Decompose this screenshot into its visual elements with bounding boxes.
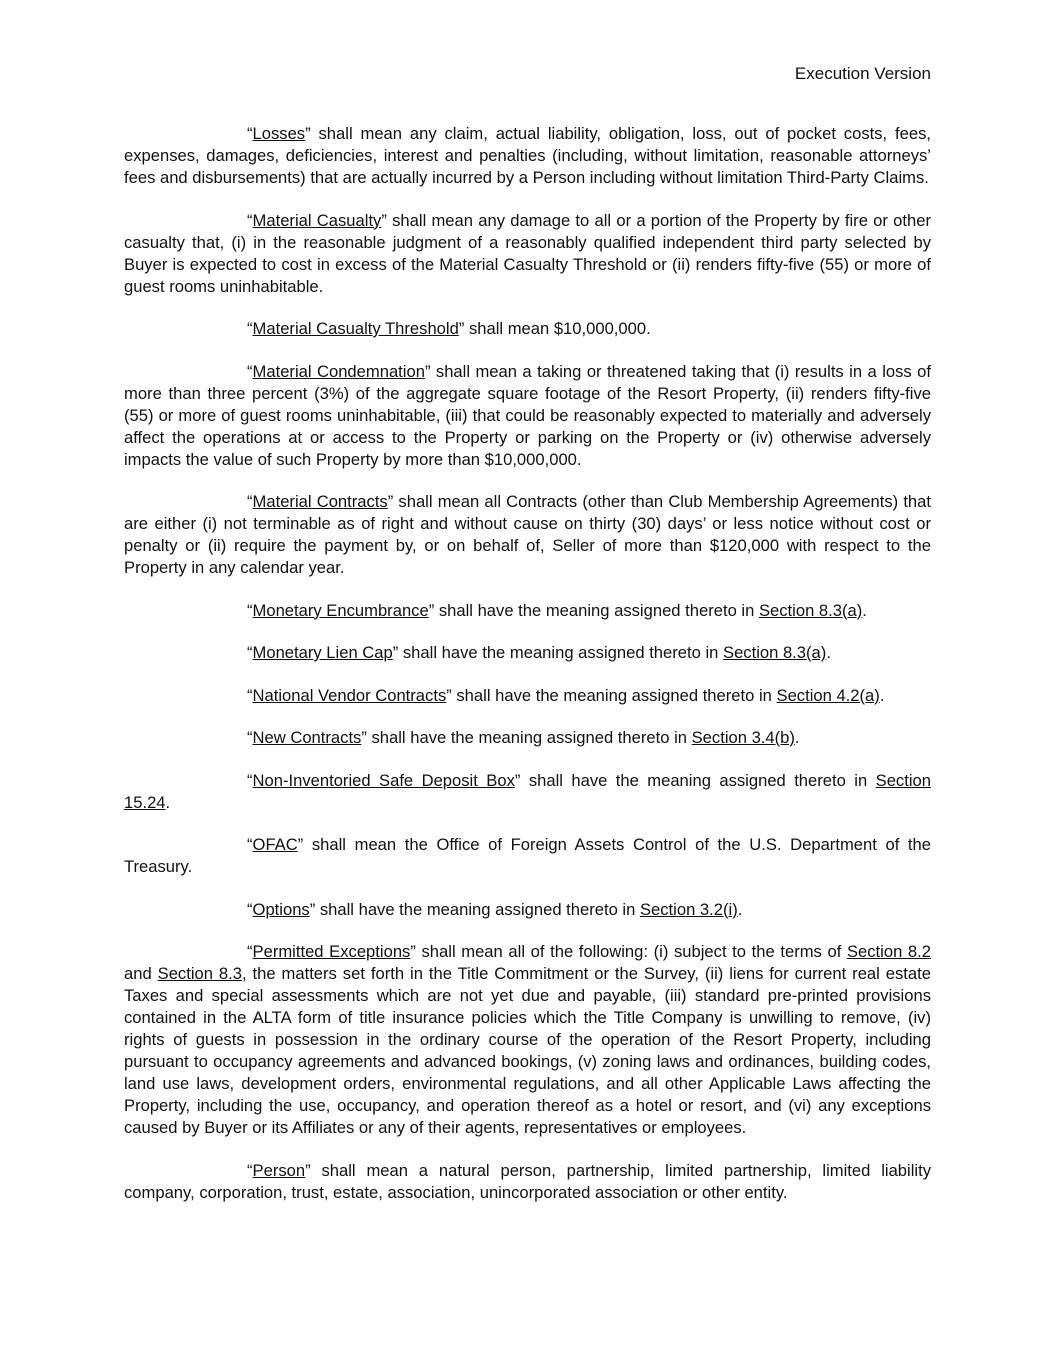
definition-text: ” shall have the meaning assigned thereto in [361,728,692,747]
definition-text: ” shall have the meaning assigned thereto in [309,899,640,919]
defined-term: Non-Inventoried Safe Deposit Box [252,770,515,790]
definition-material-casualty-threshold: “Material Casualty Threshold” shall mean $10,000,000. [247,319,651,338]
defined-term: Material Condemnation [252,361,425,381]
defined-term: New Contracts [252,728,362,747]
definition-ofac: “OFAC” shall mean the Office of Foreign Assets Control of the U.S. Department of the Treasury. [124,835,931,876]
definition-options: “Options” shall have the meaning assigned thereto in Section 3.2(i). [247,899,743,919]
definition-non-inventoried-safe-deposit-box: “Non-Inventoried Safe Deposit Box” shall have the meaning assigned thereto in Section 15.24. [124,770,931,812]
defined-term: Person [252,1160,306,1180]
definition-text: ” shall have the meaning assigned thereto in [428,600,759,620]
definition-monetary-encumbrance: “Monetary Encumbrance” shall have the meaning assigned thereto in Section 8.3(a). [247,600,867,620]
section-reference: Section 15.24 [124,770,931,812]
defined-term: Material Contracts [252,492,388,511]
definition-person: “Person” shall mean a natural person, partnership, limited partnership, limited liability company, corporation, trust, estate, association, unincorporated association or other entity. [124,1160,931,1202]
section-reference: Section 8.3(a) [758,600,863,620]
defined-term: Permitted Exceptions [252,942,411,961]
section-reference: Section 4.2(a) [776,685,880,705]
defined-term: Losses [252,124,306,143]
section-reference: Section 3.2(i) [639,899,738,919]
definition-text: ” shall have the meaning assigned thereto in [446,685,777,705]
section-reference: Section 8.2 [846,942,931,961]
defined-term: Material Casualty [252,210,382,230]
definition-text: ” shall have the meaning assigned thereto in [392,643,723,662]
section-reference: Section 8.3 [157,964,242,983]
defined-term: Monetary Encumbrance [252,600,429,620]
definition-text: ” shall mean any damage to all or a portion of the Property by fire or other casualty that, (i) in the reasonable judgment of a reasonably qualified independent third party selected by Buyer is expected to cost in excess of the Material Casualty Threshold or (ii) renders fifty-five (55) or more of guest rooms uninhabitable. [124,210,931,296]
definition-permitted-exceptions: “Permitted Exceptions” shall mean all of the following: (i) subject to the terms of Section 8.2 and Section 8.3, the matters set forth in the Title Commitment or the Survey, (ii) liens for current real estate Taxes and special assessments which are not yet due and payable, (iii) standard pre-printed provisions contained in the ALTA form of title insurance policies which the Title Company is unwilling to remove, (iv) rights of guests in possession in the ordinary course of the operation of the Resort Property, including pursuant to occupancy agreements and advanced bookings, (v) zoning laws and ordinances, building codes, land use laws, development orders, environmental regulations, and all other Applicable Laws affecting the Property, including the use, occupancy, and operation thereof as a hotel or resort, and (vi) any exceptions caused by Buyer or its Affiliates or any of their agents, representatives or employees. [124,942,931,1137]
defined-term: Material Casualty Threshold [252,319,459,338]
definition-text: ” shall have the meaning assigned thereto in [514,770,876,790]
defined-term: OFAC [252,835,298,854]
definitions-body [124,123,931,1224]
defined-term: Options [252,899,310,919]
definition-material-casualty: “Material Casualty” shall mean any damage to all or a portion of the Property by fire or other casualty that, (i) in the reasonable judgment of a reasonably qualified independent third party selected by Buyer is expected to cost in excess of the Material Casualty Threshold or (ii) renders fifty-five (55) or more of guest rooms uninhabitable. [124,210,931,296]
definition-text: ” shall mean a taking or threatened taking that (i) results in a loss of more than three percent (3%) of the aggregate square footage of the Resort Property, (ii) renders fifty-five (55) or more of guest rooms uninhabitable, (iii) that could be reasonably expected to materially and adversely affect the operations at or access to the Property or parking on the Property or (iv) otherwise adversely impacts the value of such Property by more than $10,000,000. [124,361,931,469]
section-reference: Section 8.3(a) [723,643,827,662]
definition-text: ” shall mean a natural person, partnership, limited partnership, limited liability company, corporation, trust, estate, association, unincorporated association or other entity. [124,1160,931,1202]
definition-text: ” shall mean any claim, actual liability, obligation, loss, out of pocket costs, fees, expenses, damages, deficiencies, interest and penalties (including, without limitation, reasonable attorneys’ fees and disbursements) that are actually incurred by a Person including without limitation Third-Party Claims. [124,124,931,187]
definition-national-vendor-contracts: “National Vendor Contracts” shall have the meaning assigned thereto in Section 4.2(a). [247,685,885,705]
defined-term: National Vendor Contracts [252,685,447,705]
definition-losses: “Losses” shall mean any claim, actual liability, obligation, loss, out of pocket costs, fees, expenses, damages, deficiencies, interest and penalties (including, without limitation, reasonable attorneys’ fees and disbursements) that are actually incurred by a Person including without limitation Third-Party Claims. [124,124,931,187]
definition-text: ” shall mean all of the following: (i) subject to the terms of [410,942,847,961]
definition-monetary-lien-cap: “Monetary Lien Cap” shall have the meaning assigned thereto in Section 8.3(a). [247,643,831,662]
defined-term: Monetary Lien Cap [252,643,393,662]
definition-text: ” shall mean the Office of Foreign Assets Control of the U.S. Department of the Treasury. [124,835,931,876]
definition-new-contracts: “New Contracts” shall have the meaning assigned thereto in Section 3.4(b). [247,728,800,747]
definition-material-condemnation: “Material Condemnation” shall mean a taking or threatened taking that (i) results in a loss of more than three percent (3%) of the aggregate square footage of the Resort Property, (ii) renders fifty-five (55) or more of guest rooms uninhabitable, (iii) that could be reasonably expected to materially and adversely affect the operations at or access to the Property or parking on the Property or (iv) otherwise adversely impacts the value of such Property by more than $10,000,000. [124,361,931,469]
section-reference: Section 3.4(b) [691,728,795,747]
execution-version-header: Execution Version [794,64,931,83]
definition-text: ” shall mean $10,000,000. [458,319,651,338]
definition-material-contracts: “Material Contracts” shall mean all Contracts (other than Club Membership Agreements) that are either (i) not terminable as of right and without cause on thirty (30) days’ or less notice without cost or penalty or (ii) require the payment by, or on behalf of, Seller of more than $120,000 with respect to the Property in any calendar year. [124,492,932,577]
definition-text: ” shall mean all Contracts (other than Club Membership Agreements) that are either (i) not terminable as of right and without cause on thirty (30) days’ or less notice without cost or penalty or (ii) require the payment by, or on behalf of, Seller of more than $120,000 with respect to the Property in any calendar year. [124,492,932,577]
